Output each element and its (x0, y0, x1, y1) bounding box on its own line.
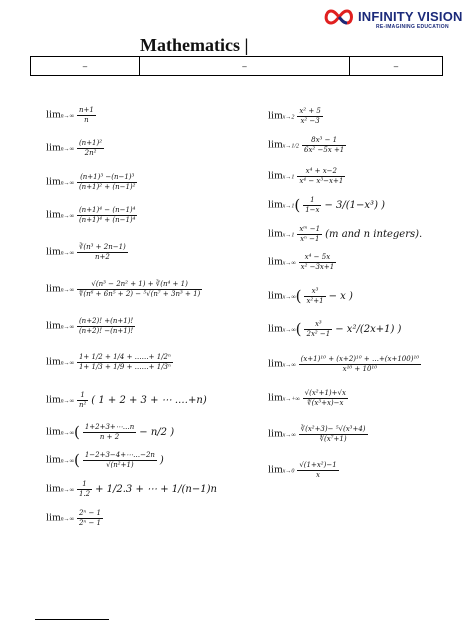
denominator: 1−x (305, 206, 320, 214)
lim-operator: lim (46, 393, 61, 406)
right-problem-2 (268, 137, 346, 154)
fraction (83, 452, 157, 469)
infinity-icon (322, 8, 356, 26)
denominator: √(n²+1) (106, 461, 134, 469)
lim-operator: lim (268, 169, 283, 182)
lim-operator: lim (268, 427, 283, 440)
fraction (299, 426, 368, 443)
fraction (77, 244, 128, 261)
open-paren: ( (73, 451, 80, 469)
header-cell-1: – (82, 61, 88, 71)
denominator: ∜(x⁷+1) (319, 435, 347, 443)
left-problem-5 (46, 244, 128, 261)
lim-operator: lim (46, 319, 61, 332)
lim-operator: lim (268, 391, 283, 404)
limit-subscript: n→∞ (60, 250, 74, 257)
right-problem-11 (268, 426, 368, 443)
numerator: xᵐ −1 (299, 225, 321, 233)
fraction (77, 318, 135, 335)
page-title: Mathematics | (140, 35, 249, 55)
denominator: 1+ 1/3 + 1/9 + ……+ 1/3ⁿ (78, 363, 171, 371)
right-problem-12 (268, 462, 339, 479)
fraction (77, 107, 96, 124)
numerator: (n+1)² (78, 139, 103, 147)
numerator: x² + 5 (299, 107, 321, 115)
fraction (77, 354, 173, 371)
denominator: ∜(n⁶ + 6n⁵ + 2) − ⁵√(n⁷ + 3n³ + 1) (78, 290, 201, 298)
lim-operator: lim (46, 355, 61, 368)
limit-subscript: n→∞ (60, 516, 74, 523)
lim-operator: lim (46, 482, 61, 495)
lim-operator: lim (268, 463, 283, 476)
left-problem-12 (46, 481, 217, 498)
denominator: x² −3x+1 (300, 263, 335, 271)
left-problem-9 (46, 392, 207, 409)
numerator: 8x³ − 1 (302, 137, 346, 146)
right-problem-7 (268, 288, 353, 305)
left-problem-7 (46, 318, 135, 335)
fraction (77, 207, 138, 224)
denominator: ∜(x³+x)−x (307, 399, 344, 407)
denominator: n (84, 116, 89, 124)
open-paren: ( (73, 423, 80, 441)
limit-subscript: x→2 (282, 114, 295, 121)
right-problem-4 (268, 197, 385, 214)
denominator: 1.2 (78, 490, 91, 498)
left-problem-13 (46, 510, 103, 527)
right-problem-5 (268, 226, 422, 243)
expression-tail: − x²/(2x+1) ) (335, 323, 402, 335)
left-problem-1 (46, 107, 96, 124)
denominator: x (316, 471, 320, 479)
fraction (303, 390, 348, 407)
lim-operator: lim (268, 255, 283, 268)
lim-operator: lim (46, 108, 61, 121)
numerator: 1+ 1/2 + 1/4 + ……+ 1/2ⁿ (78, 353, 171, 361)
numerator: ∛(n³ + 2n−1) (78, 243, 126, 251)
fraction (299, 356, 421, 373)
numerator: (n+2)! +(n+1)! (78, 317, 134, 325)
numerator: √(1+x²)−1 (299, 461, 337, 469)
right-problem-6 (268, 254, 336, 271)
denominator: 2n² (84, 149, 97, 157)
fraction (304, 288, 325, 305)
denominator: xⁿ −1 (300, 235, 320, 243)
fraction (77, 392, 88, 409)
expression-tail: ) (159, 454, 164, 466)
limit-subscript: x→∞ (282, 260, 296, 267)
lim-operator: lim (46, 425, 61, 438)
lim-operator: lim (46, 511, 61, 524)
brand-name: INFINITY VISION (358, 9, 463, 24)
expression-tail: − x ) (328, 290, 353, 302)
lim-operator: lim (268, 322, 283, 335)
numerator: x³ (304, 288, 325, 297)
fraction (297, 226, 322, 243)
lim-operator: lim (268, 357, 283, 370)
limit-subscript: x→∞ (282, 327, 296, 334)
lim-operator: lim (46, 141, 61, 154)
numerator: 1 (303, 197, 321, 206)
denominator: (n+1)² + (n−1)² (78, 183, 136, 191)
denominator: n+2 (94, 253, 110, 261)
fraction (83, 424, 136, 441)
limit-subscript: n→∞ (60, 430, 74, 437)
fraction (77, 140, 104, 157)
left-problem-2 (46, 140, 104, 157)
right-problem-9 (268, 356, 421, 373)
lim-operator: lim (46, 245, 61, 258)
limit-subscript: n→∞ (60, 487, 74, 494)
numerator: √(x²+1)+√x (304, 389, 346, 397)
limit-subscript: x→1 (282, 203, 295, 210)
numerator: n+1 (78, 106, 94, 114)
right-problem-10 (268, 390, 348, 407)
numerator: x⁴ + x−2 (297, 168, 345, 177)
limit-subscript: n→∞ (60, 180, 74, 187)
numerator: (n+1)⁴ − (n−1)⁴ (78, 206, 136, 214)
footnote-rule (35, 619, 109, 620)
fraction (297, 462, 338, 479)
denominator: x⁴ − x³−x+1 (299, 177, 344, 185)
fraction (77, 481, 92, 498)
header-cell-3: – (349, 57, 442, 75)
denominator: x²+1 (306, 297, 324, 305)
fraction (299, 254, 337, 271)
numerator: √(n³ − 2n² + 1) + ∛(n⁴ + 1) (77, 281, 202, 290)
left-problem-6 (46, 281, 202, 298)
denominator: 6x² −5x +1 (304, 146, 345, 154)
limit-subscript: x→0 (282, 468, 295, 475)
limit-subscript: n→∞ (60, 146, 74, 153)
numerator: 2ⁿ − 1 (78, 509, 102, 517)
numerator: 1+2+3+⋯…n (84, 423, 135, 431)
denominator: x¹⁰ + 10¹⁰ (342, 365, 378, 373)
right-problem-1 (268, 108, 323, 125)
right-problem-8 (268, 321, 401, 338)
limit-subscript: n→∞ (60, 287, 74, 294)
fraction (304, 321, 332, 338)
limit-subscript: x→1 (282, 232, 295, 239)
numerator: x⁴ − 5x (299, 254, 337, 263)
left-problem-8 (46, 354, 173, 371)
denominator: (n+1)⁴ + (n−1)⁴ (78, 216, 136, 224)
lim-operator: lim (46, 282, 61, 295)
fraction (297, 108, 323, 125)
limit-subscript: n→∞ (60, 458, 74, 465)
limit-subscript: x→1/2 (282, 143, 300, 150)
limit-subscript: x→1 (282, 174, 295, 181)
fraction (77, 510, 103, 527)
numerator: 1 (77, 481, 92, 490)
open-paren: ( (295, 320, 302, 338)
denominator: n² (78, 401, 87, 409)
denominator: 2ⁿ − 1 (78, 519, 102, 527)
denominator: 2x² −1 (306, 330, 331, 338)
denominator: x² −3 (300, 117, 320, 125)
brand-tagline: RE-IMAGINING EDUCATION (376, 24, 449, 30)
limit-subscript: n→∞ (60, 113, 74, 120)
numerator: (x+1)¹⁰ + (x+2)¹⁰ + …+(x+100)¹⁰ (300, 355, 420, 363)
fraction (303, 197, 321, 214)
limit-subscript: x→+∞ (282, 396, 300, 403)
lim-operator: lim (268, 109, 283, 122)
numerator: (n+1)³ −(n−1)³ (77, 174, 138, 183)
lim-operator: lim (46, 453, 61, 466)
expression-tail: − n/2 ) (139, 426, 175, 438)
lim-operator: lim (268, 138, 283, 151)
fraction (77, 281, 202, 298)
brand-logo (322, 8, 468, 32)
left-problem-11 (46, 452, 164, 469)
limit-subscript: n→∞ (60, 213, 74, 220)
numerator: x³ (304, 321, 332, 330)
expression-tail: − 3/(1−x³) ) (324, 199, 386, 211)
lim-operator: lim (46, 175, 61, 188)
lim-operator: lim (268, 198, 283, 211)
limit-subscript: n→∞ (60, 360, 74, 367)
lim-operator: lim (268, 289, 283, 302)
fraction (77, 174, 138, 191)
header-cell-2: – (139, 57, 349, 75)
lim-operator: lim (46, 208, 61, 221)
limit-subscript: n→∞ (60, 324, 74, 331)
left-problem-10 (46, 424, 174, 441)
fraction (302, 137, 346, 154)
expression-tail: ( 1 + 2 + 3 + ⋯ .…+n) (91, 394, 207, 406)
numerator: 1 (77, 392, 88, 401)
open-paren: ( (295, 287, 302, 305)
fraction (297, 168, 345, 185)
left-problem-4 (46, 207, 137, 224)
left-problem-3 (46, 174, 137, 191)
numerator: ∛(x²+3)− ⁵√(x³+4) (300, 425, 366, 433)
numerator: 1−2+3−4+⋯…−2n (84, 451, 155, 459)
limit-subscript: x→∞ (282, 362, 296, 369)
lim-operator: lim (268, 227, 283, 240)
expression-tail: + 1/2.3 + ⋯ + 1/(n−1)n (95, 483, 217, 495)
limit-subscript: x→∞ (282, 294, 296, 301)
header-table (30, 56, 443, 76)
open-paren: ( (294, 196, 301, 214)
expression-tail: (m and n integers). (325, 228, 423, 240)
limit-subscript: n→∞ (60, 398, 74, 405)
limit-subscript: x→∞ (282, 432, 296, 439)
denominator: (n+2)! −(n+1)! (78, 327, 134, 335)
denominator: n + 2 (99, 433, 120, 441)
right-problem-3 (268, 168, 345, 185)
